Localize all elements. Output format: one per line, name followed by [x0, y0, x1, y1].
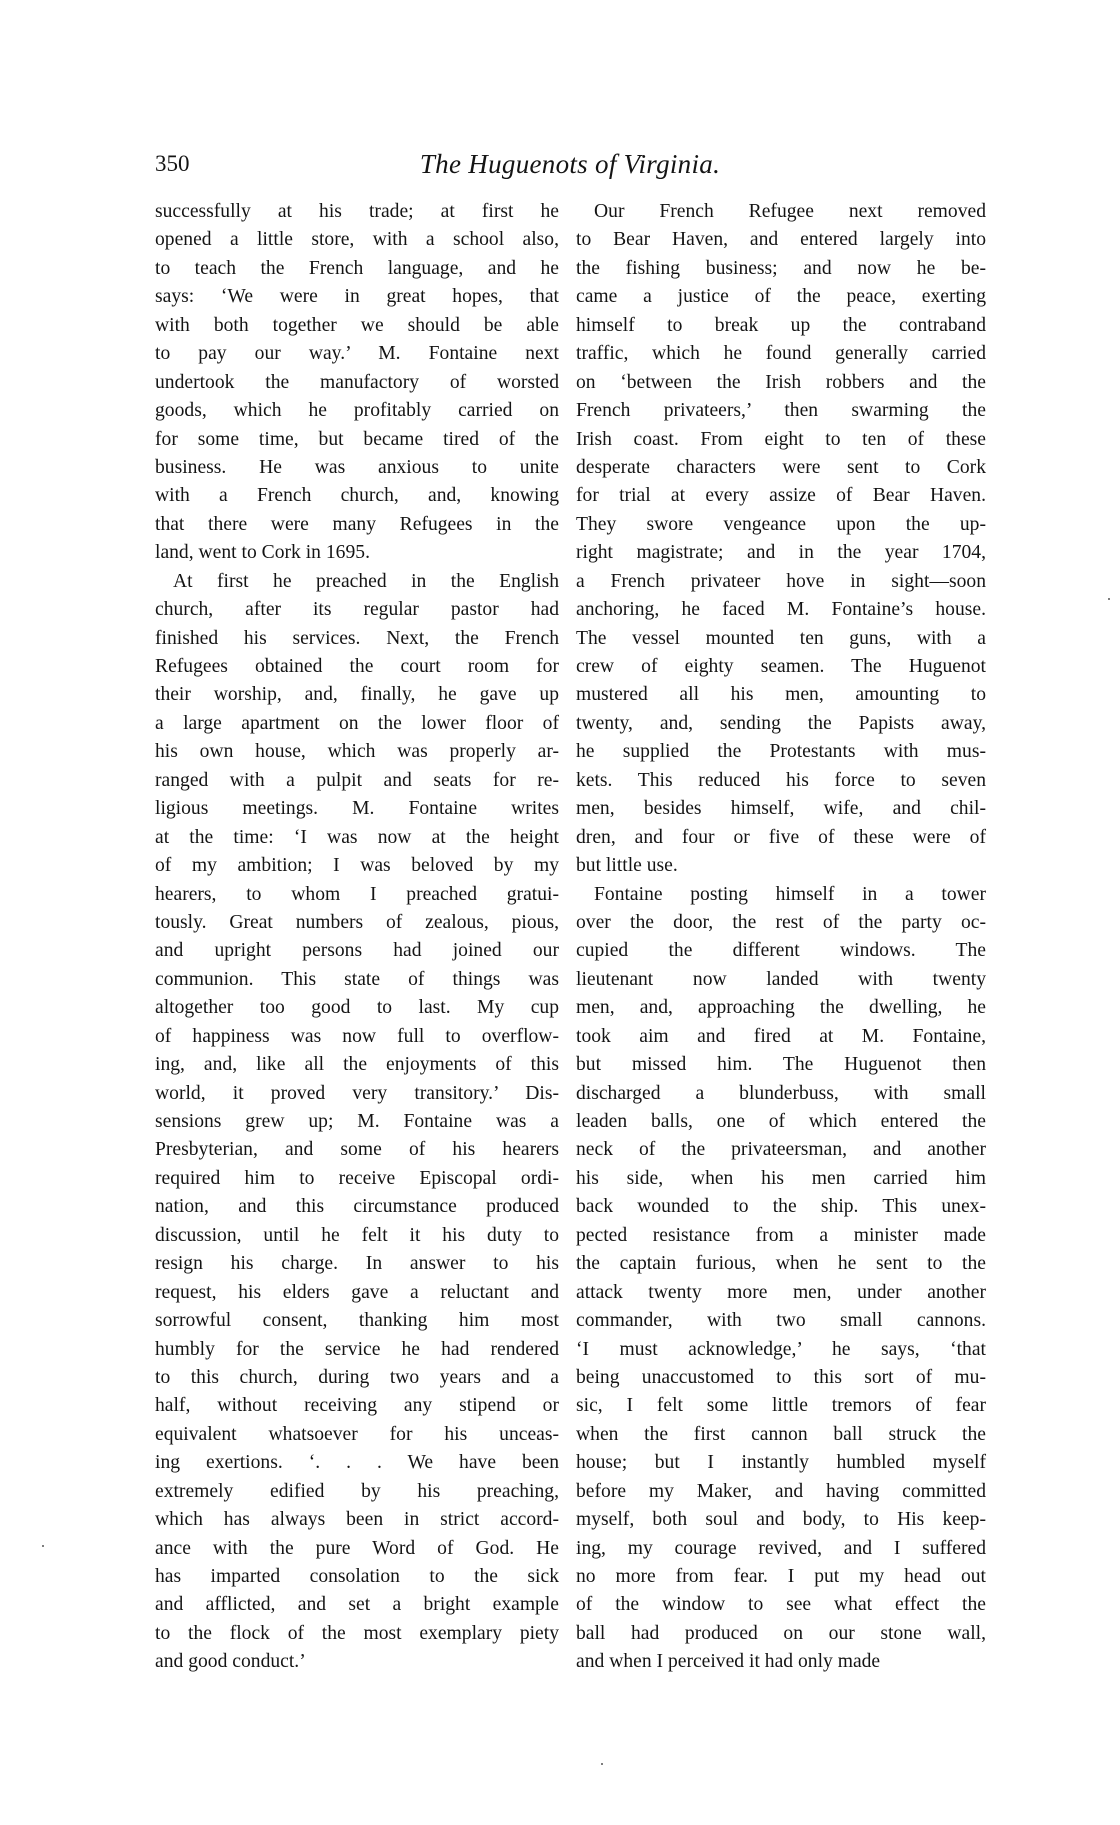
text-line: half, without receiving any stipend or: [155, 1395, 559, 1417]
text-line: ing, my courage revived, and I suffered: [576, 1537, 986, 1559]
page-number: 350: [155, 151, 190, 176]
text-line: and upright persons had joined our: [155, 940, 559, 962]
text-line: kets. This reduced his force to seven: [576, 769, 986, 791]
text-line: goods, which he profitably carried on: [155, 400, 559, 422]
text-line: ing exertions. ‘. . . We have been: [155, 1452, 559, 1474]
running-title: The Huguenots of Virginia.: [419, 149, 721, 179]
text-line: to pay our way.’ M. Fontaine next: [155, 343, 559, 365]
text-line: anchoring, he faced M. Fontaine’s house.: [576, 599, 986, 621]
text-line: their worship, and, finally, he gave up: [155, 684, 559, 706]
text-line: to this church, during two years and a: [155, 1366, 559, 1388]
text-line: for some time, but became tired of the: [155, 428, 559, 450]
scan-speck: [42, 1545, 44, 1547]
text-line: he supplied the Protestants with mus-: [576, 741, 986, 763]
text-line: and when I perceived it had only made: [576, 1651, 881, 1673]
text-line: nation, and this circumstance produced: [155, 1196, 559, 1218]
text-line: his own house, which was properly ar-: [155, 741, 559, 763]
text-line: commander, with two small cannons.: [576, 1310, 986, 1332]
text-line: when the first cannon ball struck the: [576, 1423, 986, 1445]
text-line: before my Maker, and having committed: [576, 1480, 986, 1502]
text-line: the captain furious, when he sent to the: [576, 1253, 986, 1275]
right-column: [576, 198, 986, 1677]
text-line: Refugees obtained the court room for: [155, 656, 559, 677]
text-line: house; but I instantly humbled myself: [576, 1452, 986, 1474]
text-line: mustered all his men, amounting to: [576, 684, 986, 706]
text-line: sorrowful consent, thanking him most: [155, 1310, 559, 1332]
text-line: successfully at his trade; at first he: [155, 201, 559, 222]
text-line: ball had produced on our stone wall,: [576, 1622, 986, 1644]
text-line: land, went to Cork in 1695.: [155, 542, 370, 564]
text-line: and good conduct.’: [155, 1651, 306, 1673]
text-line: came a justice of the peace, exerting: [576, 286, 986, 308]
text-line: to teach the French language, and he: [155, 257, 559, 279]
text-line: undertook the manufactory of worsted: [155, 371, 559, 393]
text-line: hearers, to whom I preached gratui-: [155, 883, 559, 905]
text-line: crew of eighty seamen. The Huguenot: [576, 656, 986, 677]
text-line: business. He was anxious to unite: [155, 456, 559, 478]
text-line: At first he preached in the English: [173, 570, 559, 592]
text-line: ance with the pure Word of God. He: [155, 1537, 559, 1559]
left-column: [155, 198, 559, 1677]
text-line: desperate characters were sent to Cork: [576, 456, 986, 478]
text-line: men, and, approaching the dwelling, he: [576, 997, 986, 1019]
text-line: discharged a blunderbuss, with small: [576, 1082, 986, 1104]
text-line: altogether too good to last. My cup: [155, 997, 559, 1019]
text-line: but little use.: [576, 855, 678, 877]
text-line: back wounded to the ship. This unex-: [576, 1196, 986, 1218]
text-line: men, besides himself, wife, and chil-: [576, 798, 986, 820]
text-line: equivalent whatsoever for his unceas-: [155, 1423, 559, 1445]
text-line: finished his services. Next, the French: [155, 627, 559, 649]
text-line: dren, and four or five of these were of: [576, 826, 986, 848]
text-line: on ‘between the Irish robbers and the: [576, 371, 986, 393]
text-line: ‘I must acknowledge,’ he says, ‘that: [576, 1338, 986, 1360]
text-line: resign his charge. In answer to his: [155, 1253, 559, 1275]
text-line: lieutenant now landed with twenty: [576, 968, 986, 990]
text-line: Fontaine posting himself in a tower: [594, 883, 986, 905]
text-line: his side, when his men carried him: [576, 1167, 986, 1189]
text-line: traffic, which he found generally carried: [576, 343, 986, 365]
text-line: with a French church, and, knowing: [155, 485, 559, 507]
text-line: being unaccustomed to this sort of mu-: [576, 1366, 986, 1388]
scan-speck: [1108, 598, 1110, 600]
text-line: world, it proved very transitory.’ Dis-: [155, 1082, 559, 1104]
text-line: Our French Refugee next removed: [594, 201, 986, 222]
text-line: took aim and fired at M. Fontaine,: [576, 1025, 986, 1047]
text-line: French privateers,’ then swarming the: [576, 400, 986, 422]
text-line: to the flock of the most exemplary piety: [155, 1622, 559, 1644]
text-line: with both together we should be able: [155, 314, 559, 336]
text-line: of happiness was now full to overflow-: [155, 1025, 559, 1047]
text-line: himself to break up the contraband: [576, 314, 986, 336]
text-line: tously. Great numbers of zealous, pious,: [155, 911, 559, 933]
text-line: over the door, the rest of the party oc-: [576, 911, 986, 933]
text-line: which has always been in strict accord-: [155, 1509, 559, 1531]
text-line: to Bear Haven, and entered largely into: [576, 229, 986, 251]
text-line: communion. This state of things was: [155, 968, 559, 990]
text-line: They swore vengeance upon the up-: [576, 513, 986, 535]
text-line: church, after its regular pastor had: [155, 599, 559, 621]
text-line: extremely edified by his preaching,: [155, 1480, 559, 1502]
text-line: of the window to see what effect the: [576, 1594, 986, 1616]
text-line: sensions grew up; M. Fontaine was a: [155, 1111, 559, 1132]
text-line: ranged with a pulpit and seats for re-: [155, 769, 559, 791]
text-line: attack twenty more men, under another: [576, 1281, 986, 1303]
text-line: ligious meetings. M. Fontaine writes: [155, 798, 559, 820]
text-line: sic, I felt some little tremors of fear: [576, 1395, 986, 1417]
text-line: no more from fear. I put my head out: [576, 1566, 986, 1587]
text-line: humbly for the service he had rendered: [155, 1338, 559, 1360]
text-line: myself, both soul and body, to His keep-: [576, 1509, 986, 1531]
text-line: the fishing business; and now he be-: [576, 257, 986, 279]
text-line: for trial at every assize of Bear Haven.: [576, 485, 986, 507]
text-line: has imparted consolation to the sick: [155, 1566, 559, 1587]
text-line: says: ‘We were in great hopes, that: [155, 286, 559, 308]
text-line: at the time: ‘I was now at the height: [155, 826, 559, 848]
text-line: ing, and, like all the enjoyments of this: [155, 1054, 559, 1076]
text-line: leaden balls, one of which entered the: [576, 1111, 986, 1132]
text-line: request, his elders gave a reluctant and: [155, 1281, 559, 1303]
scan-speck: [601, 1763, 603, 1765]
text-line: The vessel mounted ten guns, with a: [576, 627, 986, 649]
text-line: a large apartment on the lower floor of: [155, 712, 559, 734]
text-line: right magistrate; and in the year 1704,: [576, 542, 986, 564]
text-line: neck of the privateersman, and another: [576, 1139, 986, 1161]
text-line: Irish coast. From eight to ten of these: [576, 428, 986, 450]
text-line: pected resistance from a minister made: [576, 1224, 986, 1246]
text-line: required him to receive Episcopal ordi-: [155, 1167, 559, 1189]
text-line: cupied the different windows. The: [576, 940, 986, 962]
text-line: discussion, until he felt it his duty to: [155, 1224, 559, 1246]
text-line: and afflicted, and set a bright example: [155, 1594, 559, 1616]
text-line: Presbyterian, and some of his hearers: [155, 1139, 559, 1161]
text-line: of my ambition; I was beloved by my: [155, 855, 559, 877]
text-line: opened a little store, with a school also,: [155, 229, 559, 251]
text-line: a French privateer hove in sight—soon: [576, 570, 986, 592]
text-line: twenty, and, sending the Papists away,: [576, 712, 986, 734]
text-line: but missed him. The Huguenot then: [576, 1054, 986, 1076]
text-line: that there were many Refugees in the: [155, 513, 559, 535]
